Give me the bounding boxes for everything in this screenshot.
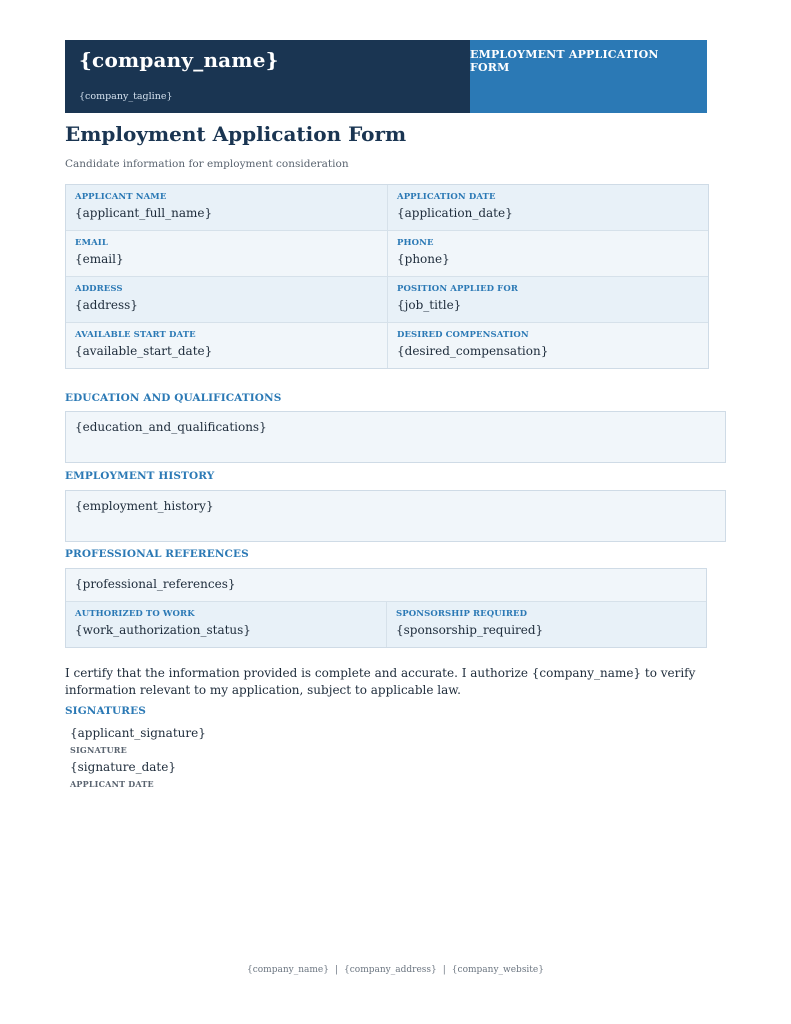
education-heading: EDUCATION AND QUALIFICATIONS <box>65 392 282 404</box>
header-brand-panel <box>65 40 470 113</box>
field-value: {work_authorization_status} <box>75 623 251 637</box>
position-applied-field[interactable] <box>387 277 708 322</box>
signature-date-field[interactable]: {signature_date} <box>70 760 176 774</box>
info-row <box>66 276 708 322</box>
references-heading: PROFESSIONAL REFERENCES <box>65 548 249 560</box>
footer-separator: | <box>442 965 446 975</box>
field-label: PHONE <box>397 238 434 248</box>
field-label: AUTHORIZED TO WORK <box>75 609 195 619</box>
footer-company-name: {company_name} <box>247 965 329 975</box>
phone-field[interactable] <box>387 231 708 276</box>
info-row <box>66 230 708 276</box>
field-value: {desired_compensation} <box>397 344 549 358</box>
field-label: APPLICATION DATE <box>397 192 496 202</box>
field-value: {email} <box>75 252 124 266</box>
page-footer <box>0 965 791 975</box>
professional-references-field[interactable] <box>66 569 706 602</box>
page-subtitle: Candidate information for employment consideration <box>65 158 349 170</box>
header-form-tag-panel <box>470 40 707 113</box>
education-value: {education_and_qualifications} <box>75 420 267 434</box>
field-label: POSITION APPLIED FOR <box>397 284 518 294</box>
field-value: {phone} <box>397 252 450 266</box>
application-date-field[interactable] <box>387 185 708 230</box>
applicant-date-label: APPLICANT DATE <box>70 779 154 789</box>
signatures-heading: SIGNATURES <box>65 705 146 717</box>
employment-history-field[interactable] <box>65 490 726 542</box>
field-value: {application_date} <box>397 206 513 220</box>
sponsorship-required-field[interactable] <box>386 602 706 647</box>
field-value: {applicant_full_name} <box>75 206 213 220</box>
education-field[interactable] <box>65 411 726 463</box>
certification-statement: I certify that the information provided is complete and accurate. I authorize {company_name} to verify information relevant to my application, subject to applicable law. <box>65 666 696 697</box>
field-label: AVAILABLE START DATE <box>75 330 196 340</box>
employment-history-value: {employment_history} <box>75 499 214 513</box>
field-label: DESIRED COMPENSATION <box>397 330 529 340</box>
applicant-name-field[interactable] <box>66 185 387 230</box>
professional-references-value: {professional_references} <box>75 577 236 591</box>
field-value: {sponsorship_required} <box>396 623 544 637</box>
footer-company-address: {company_address} <box>344 965 437 975</box>
info-row <box>66 322 708 368</box>
authorized-to-work-field[interactable] <box>66 602 386 647</box>
field-label: APPLICANT NAME <box>75 192 167 202</box>
employment-history-heading: EMPLOYMENT HISTORY <box>65 470 215 482</box>
info-row <box>66 185 708 230</box>
applicant-info-grid <box>65 184 709 369</box>
field-label: EMAIL <box>75 238 108 248</box>
applicant-signature-field[interactable]: {applicant_signature} <box>70 726 206 740</box>
company-name: {company_name} <box>79 48 279 72</box>
email-field[interactable] <box>66 231 387 276</box>
company-tagline: {company_tagline} <box>79 91 173 102</box>
field-value: {job_title} <box>397 298 462 312</box>
footer-separator: | <box>334 965 339 975</box>
desired-compensation-field[interactable] <box>387 323 708 368</box>
form-tag: EMPLOYMENT APPLICATION FORM <box>470 48 659 74</box>
address-field[interactable] <box>66 277 387 322</box>
field-label: SPONSORSHIP REQUIRED <box>396 609 528 619</box>
work-authorization-row <box>66 602 706 647</box>
page-title: Employment Application Form <box>65 122 407 146</box>
field-value: {address} <box>75 298 138 312</box>
field-value: {available_start_date} <box>75 344 213 358</box>
available-start-date-field[interactable] <box>66 323 387 368</box>
footer-company-website: {company_website} <box>451 965 544 975</box>
signature-label: SIGNATURE <box>70 745 127 755</box>
references-block <box>65 568 707 648</box>
field-label: ADDRESS <box>75 284 123 294</box>
